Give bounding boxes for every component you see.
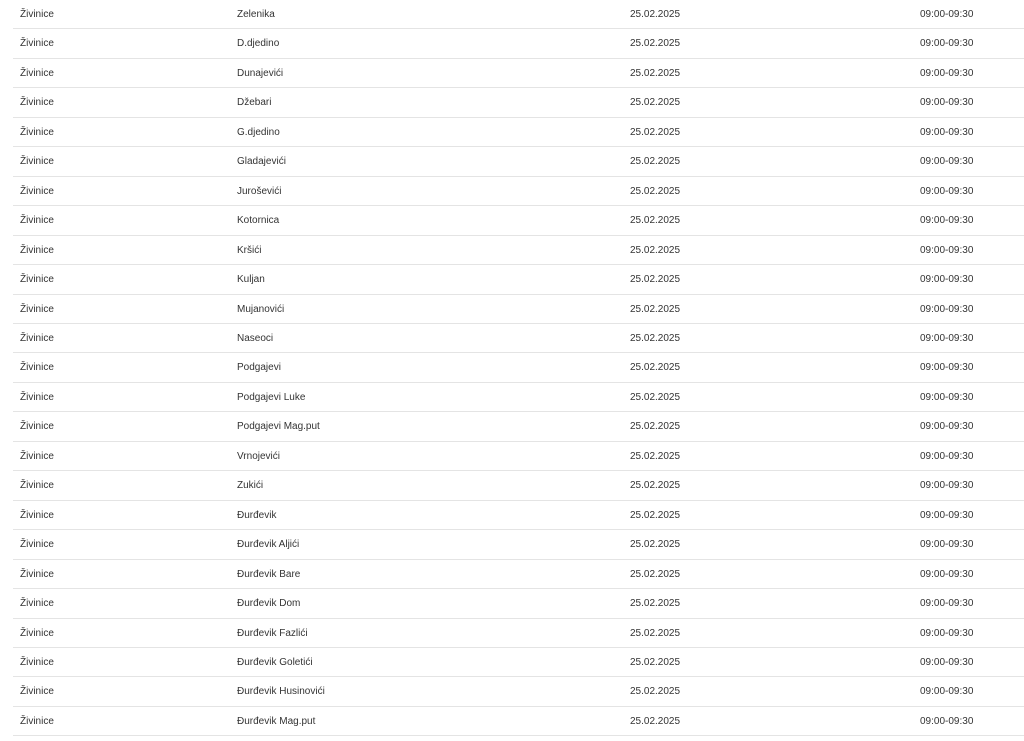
municipality-cell: Živinice <box>20 185 54 197</box>
time-cell: 09:00-09:30 <box>920 97 974 109</box>
table-row <box>13 177 1024 206</box>
date-cell: 25.02.2025 <box>630 9 681 20</box>
date-cell: 25.02.2025 <box>630 509 681 521</box>
table-row <box>13 265 1024 294</box>
time-cell: 09:00-09:30 <box>920 627 974 639</box>
place-cell: Juroševići <box>237 185 282 197</box>
municipality-cell: Živinice <box>20 9 54 20</box>
municipality-cell: Živinice <box>20 38 54 50</box>
place-cell: Kotornica <box>237 215 280 227</box>
date-cell: 25.02.2025 <box>630 450 681 462</box>
table-row <box>13 29 1024 58</box>
municipality-cell: Živinice <box>20 627 54 639</box>
time-cell: 09:00-09:30 <box>920 480 974 492</box>
date-cell: 25.02.2025 <box>630 568 681 580</box>
date-cell: 25.02.2025 <box>630 332 681 344</box>
time-cell: 09:00-09:30 <box>920 656 974 668</box>
date-cell: 25.02.2025 <box>630 156 681 168</box>
date-cell: 25.02.2025 <box>630 598 681 610</box>
place-cell: Đurđevik Dom <box>237 598 301 610</box>
table-row <box>13 295 1024 324</box>
time-cell: 09:00-09:30 <box>920 450 974 462</box>
place-cell: Podgajevi Luke <box>237 391 306 403</box>
table-row <box>13 530 1024 559</box>
time-cell: 09:00-09:30 <box>920 9 974 20</box>
table-row <box>13 648 1024 677</box>
table-row <box>13 59 1024 88</box>
table-row <box>13 442 1024 471</box>
place-cell: Gladajevići <box>237 156 286 168</box>
date-cell: 25.02.2025 <box>630 715 681 727</box>
time-cell: 09:00-09:30 <box>920 185 974 197</box>
date-cell: 25.02.2025 <box>630 362 681 374</box>
table-row <box>13 88 1024 117</box>
place-cell: Vrnojevići <box>237 450 280 462</box>
municipality-cell: Živinice <box>20 156 54 168</box>
place-cell: Zelenika <box>237 9 275 20</box>
date-cell: 25.02.2025 <box>630 185 681 197</box>
time-cell: 09:00-09:30 <box>920 715 974 727</box>
place-cell: G.djedino <box>237 126 280 138</box>
place-cell: Đurđevik <box>237 509 277 521</box>
municipality-cell: Živinice <box>20 421 54 433</box>
table-row <box>13 560 1024 589</box>
date-cell: 25.02.2025 <box>630 126 681 138</box>
time-cell: 09:00-09:30 <box>920 67 974 79</box>
date-cell: 25.02.2025 <box>630 215 681 227</box>
place-cell: Mujanovići <box>237 303 285 315</box>
place-cell: Đurđevik Goletići <box>237 656 313 668</box>
municipality-cell: Živinice <box>20 303 54 315</box>
date-cell: 25.02.2025 <box>630 391 681 403</box>
time-cell: 09:00-09:30 <box>920 38 974 50</box>
time-cell: 09:00-09:30 <box>920 332 974 344</box>
municipality-cell: Živinice <box>20 274 54 286</box>
table-row <box>13 353 1024 382</box>
municipality-cell: Živinice <box>20 539 54 551</box>
municipality-cell: Živinice <box>20 362 54 374</box>
place-cell: Đurđevik Bare <box>237 568 301 580</box>
time-cell: 09:00-09:30 <box>920 686 974 698</box>
date-cell: 25.02.2025 <box>630 38 681 50</box>
time-cell: 09:00-09:30 <box>920 568 974 580</box>
table-row <box>13 501 1024 530</box>
table-row <box>13 147 1024 176</box>
table-row <box>13 0 1024 29</box>
table-row <box>13 619 1024 648</box>
place-cell: Dunajevići <box>237 67 284 79</box>
date-cell: 25.02.2025 <box>630 67 681 79</box>
date-cell: 25.02.2025 <box>630 244 681 256</box>
municipality-cell: Živinice <box>20 598 54 610</box>
table-row <box>13 324 1024 353</box>
table-row <box>13 589 1024 618</box>
table-row <box>13 707 1024 736</box>
place-cell: Đurđevik Husinovići <box>237 686 325 698</box>
municipality-cell: Živinice <box>20 686 54 698</box>
date-cell: 25.02.2025 <box>630 97 681 109</box>
municipality-cell: Živinice <box>20 715 54 727</box>
table-row <box>13 412 1024 441</box>
table-row <box>13 471 1024 500</box>
time-cell: 09:00-09:30 <box>920 126 974 138</box>
time-cell: 09:00-09:30 <box>920 391 974 403</box>
time-cell: 09:00-09:30 <box>920 274 974 286</box>
municipality-cell: Živinice <box>20 480 54 492</box>
place-cell: Kuljan <box>237 274 265 286</box>
time-cell: 09:00-09:30 <box>920 539 974 551</box>
place-cell: Džebari <box>237 97 272 109</box>
place-cell: Đurđevik Fazlići <box>237 627 308 639</box>
place-cell: Kršići <box>237 244 262 256</box>
municipality-cell: Živinice <box>20 656 54 668</box>
table-row <box>13 677 1024 706</box>
place-cell: Naseoci <box>237 332 274 344</box>
time-cell: 09:00-09:30 <box>920 362 974 374</box>
municipality-cell: Živinice <box>20 67 54 79</box>
place-cell: Đurđevik Mag.put <box>237 715 316 727</box>
table-row <box>13 236 1024 265</box>
date-cell: 25.02.2025 <box>630 627 681 639</box>
time-cell: 09:00-09:30 <box>920 244 974 256</box>
date-cell: 25.02.2025 <box>630 656 681 668</box>
place-cell: Zukići <box>237 480 264 492</box>
table-row <box>13 383 1024 412</box>
municipality-cell: Živinice <box>20 215 54 227</box>
time-cell: 09:00-09:30 <box>920 303 974 315</box>
time-cell: 09:00-09:30 <box>920 598 974 610</box>
date-cell: 25.02.2025 <box>630 421 681 433</box>
place-cell: Podgajevi Mag.put <box>237 421 320 433</box>
place-cell: Podgajevi <box>237 362 281 374</box>
table-row <box>13 206 1024 235</box>
place-cell: D.djedino <box>237 38 280 50</box>
date-cell: 25.02.2025 <box>630 539 681 551</box>
time-cell: 09:00-09:30 <box>920 215 974 227</box>
table-row <box>13 118 1024 147</box>
date-cell: 25.02.2025 <box>630 303 681 315</box>
municipality-cell: Živinice <box>20 97 54 109</box>
municipality-cell: Živinice <box>20 332 54 344</box>
municipality-cell: Živinice <box>20 450 54 462</box>
municipality-cell: Živinice <box>20 244 54 256</box>
date-cell: 25.02.2025 <box>630 686 681 698</box>
time-cell: 09:00-09:30 <box>920 156 974 168</box>
municipality-cell: Živinice <box>20 391 54 403</box>
municipality-cell: Živinice <box>20 509 54 521</box>
time-cell: 09:00-09:30 <box>920 421 974 433</box>
municipality-cell: Živinice <box>20 126 54 138</box>
date-cell: 25.02.2025 <box>630 274 681 286</box>
place-cell: Đurđevik Aljići <box>237 539 300 551</box>
municipality-cell: Živinice <box>20 568 54 580</box>
time-cell: 09:00-09:30 <box>920 509 974 521</box>
date-cell: 25.02.2025 <box>630 480 681 492</box>
